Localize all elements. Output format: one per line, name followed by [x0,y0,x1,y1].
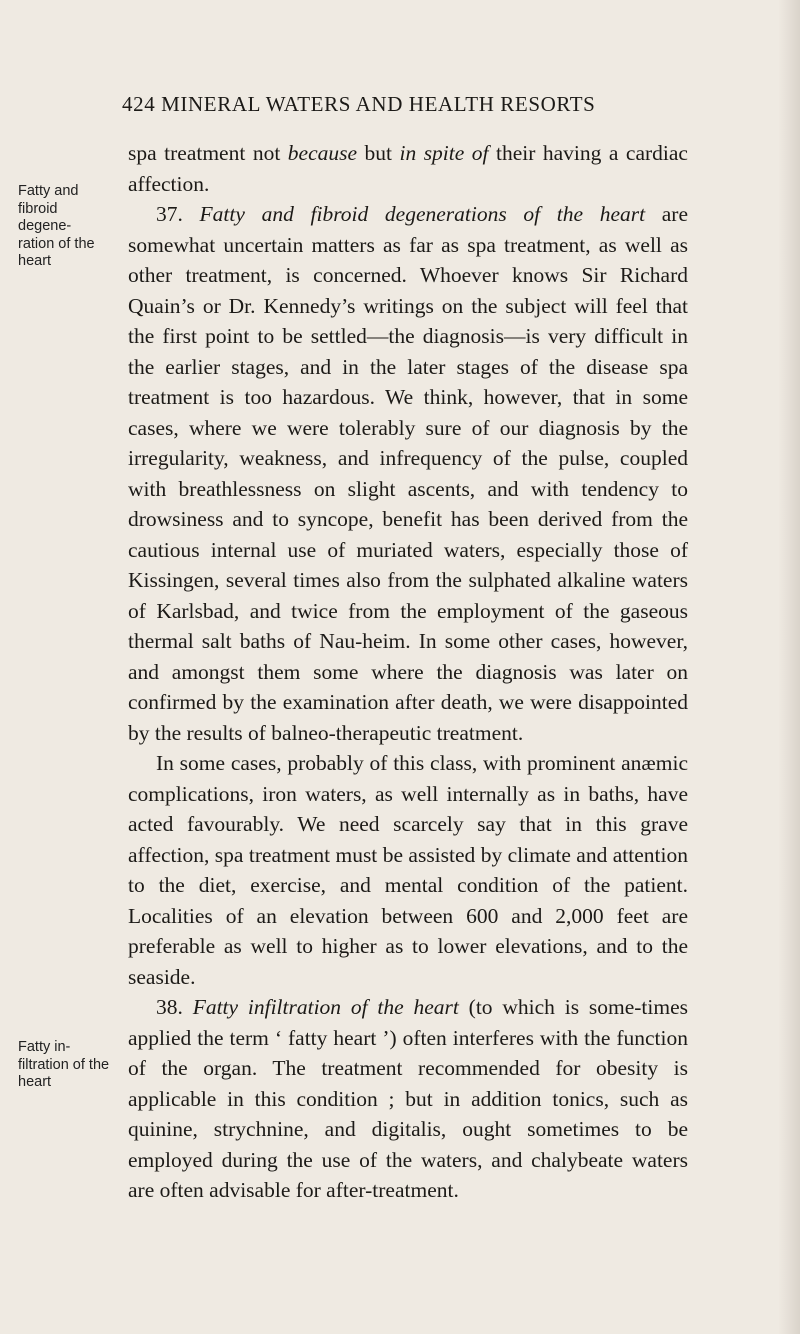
text-segment-italic: in spite of [399,141,489,165]
paragraph-38 [128,992,688,1206]
section-heading-italic: Fatty and fibroid degenerations of the heart [199,202,646,226]
margin-note-fatty-fibroid: Fatty and fibroid degene- ration of the heart [18,183,95,269]
text-segment: their having a cardiac affection. [128,141,688,196]
section-number: 37. [156,202,200,226]
paragraph-continuation [128,138,688,199]
text-segment: are somewhat uncertain matters as far as spa treatment, as well as other treatment, is concerned. Whoever knows Sir Richard Quain’s or Dr. Kennedy’s writings on the subject will feel that the first point to be settled—the diagnosis—is very difficult in the earlier stages, and in the later stages of the disease spa treatment is too hazardous. We think, however, that in some cases, where we were tolerably sure of our diagnosis by the irregularity, weakness, and infrequency of the pulse, coupled with breathlessness on slight ascents, and with tendency to drowsiness and to syncope, benefit has been derived from the cautious internal use of muriated waters, especially those of Kissingen, several times also from the sulphated alkaline waters of Karlsbad, and twice from the employment of the gaseous thermal salt baths of Nau-heim. In some other cases, however, and amongst them some where the diagnosis was later on confirmed by the examination after death, we were disappointed by the results of balneo-therapeutic treatment. [128,202,689,745]
text-segment: In some cases, probably of this class, with prominent anæmic complications, iron waters, as well internally as in baths, have acted favourably. We need scarcely say that in this grave affection, spa treatment must be assisted by climate and attention to the diet, exercise, and mental condition of the patient. Localities of an elevation between 600 and 2,000 feet are preferable as well to higher as to lower elevations, and to the seaside. [128,751,688,989]
text-segment: but [357,141,400,165]
section-heading-italic: Fatty infiltration of the heart [192,995,459,1019]
body-text [128,138,688,1206]
margin-note-fatty-infiltration: Fatty in- filtration of the heart [18,1039,110,1090]
text-segment: (to which is some-times applied the term ‘ fatty heart ’) often interferes with the function of the organ. The treatment recommended for obesity is applicable in this condition ; but in addition tonics, such as quinine, strychnine, and digitalis, ought sometimes to be employed during the use of the waters, and chalybeate waters are often advisable for after-treatment. [128,995,688,1202]
page-edge-shadow [778,0,800,1334]
text-segment: spa treatment not [128,141,288,165]
paragraph-37 [128,199,688,748]
text-segment-italic: because [287,141,358,165]
running-head: 424 MINERAL WATERS AND HEALTH RESORTS [122,92,596,116]
paragraph-anaemic [128,748,688,992]
section-number: 38. [156,995,193,1019]
